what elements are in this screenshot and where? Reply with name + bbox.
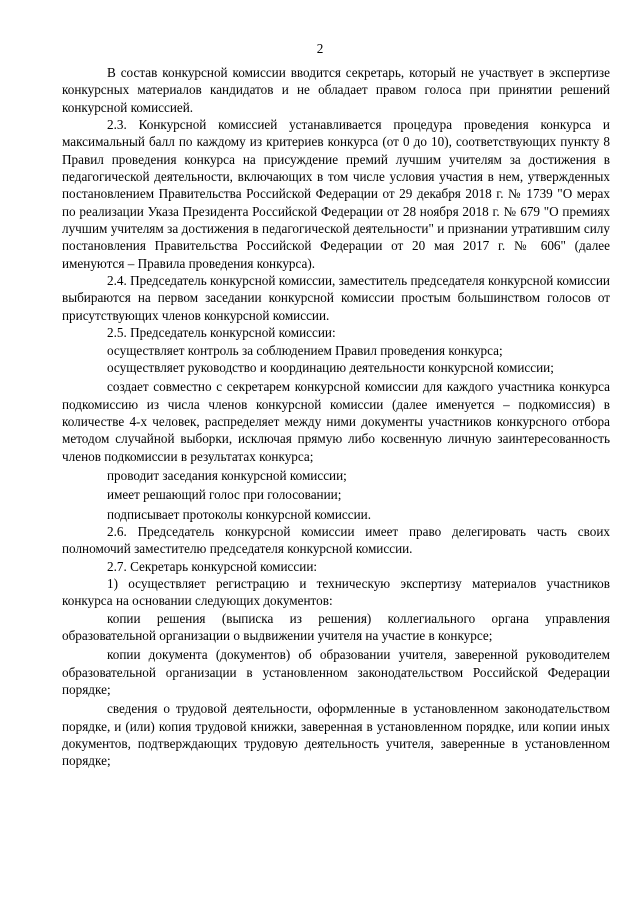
list-item-leadership: осуществляет руководство и координацию деятельности конкурсной комиссии; — [107, 359, 554, 375]
document-body — [62, 64, 610, 770]
page-number: 2 — [316, 41, 324, 56]
paragraph-2-3: 2.3. Конкурсной комиссией устанавливается процедура проведения конкурса и максимальный балл по каждому из критериев конкурса (от 0 до 10), соответствующих пункту 8 Правил проведения конкурса на присуждение премий лучшим учителям за достижения в педагогической деятельности, включающих в том числе условия участия в нем, утвержденных постановлением Правительства Российской Федерации от 29 декабря 2018 г. № 1739 "О мерах по реализации Указа Президента Российской Федерации от 28 ноября 2018 г. № 679 "О премиях лучшим учителям за достижения в педагогической деятельности" и признании утратившим силу постановления Правительства Российской Федерации от 20 мая 2017 г. № 606" (далее именуются – Правила проведения конкурса). — [62, 117, 610, 271]
paragraph-2-4: 2.4. Председатель конкурсной комиссии, заместитель председателя конкурсной комиссии выбираются на первом заседании конкурсной комиссии простым большинством голосов от присутствующих членов конкурсной комиссии. — [62, 273, 610, 323]
list-item-education-copy: копии документа (документов) об образовании учителя, заверенной руководителем образовательной организации в установленном законодательством Российской Федерации порядке; — [62, 647, 610, 698]
list-item-decision-copy: копии решения (выписка из решения) коллегиального органа управления образовательной организации о выдвижении учителя на участие в конкурсе; — [62, 610, 610, 643]
paragraph-2-5: 2.5. Председатель конкурсной комиссии: — [107, 325, 336, 341]
list-item-work-history: сведения о трудовой деятельности, оформленные в установленном законодательством порядке, и (или) копия трудовой книжки, заверенная в установленном порядке, или копии иных документов, подтверждающих трудовую деятельность учителя, заверенные в установленном порядке; — [62, 701, 610, 769]
list-item-protocols: подписывает протоколы конкурсной комиссии. — [107, 506, 372, 522]
list-item-registration: 1) осуществляет регистрацию и техническую экспертизу материалов участников конкурса на основании следующих документов: — [62, 575, 610, 609]
list-item-vote: имеет решающий голос при голосовании; — [107, 487, 342, 503]
list-item-subcommission: создает совместно с секретарем конкурсной комиссии для каждого участника конкурса подкомиссию из числа членов конкурсной комиссии (далее именуется – подкомиссия) в количестве 4-х человек, распределяет между ними документы участников конкурсного отбора методом случайной выборки, исключая прямую либо косвенную личную заинтересованность членов подкомиссии в результатах конкурса; — [62, 379, 610, 464]
paragraph-2-6: 2.6. Председатель конкурсной комиссии имеет право делегировать часть своих полномочий заместителю председателя конкурсной комиссии. — [62, 523, 610, 557]
list-item-meetings: проводит заседания конкурсной комиссии; — [107, 467, 347, 483]
paragraph-2-7: 2.7. Секретарь конкурсной комиссии: — [107, 558, 318, 574]
list-item-control: осуществляет контроль за соблюдением Правил проведения конкурса; — [107, 342, 503, 358]
paragraph-secretary: В состав конкурсной комиссии вводится секретарь, который не участвует в экспертизе конкурсных материалов кандидатов и не обладает правом голоса при принятии решений конкурсной комиссией. — [62, 65, 610, 115]
